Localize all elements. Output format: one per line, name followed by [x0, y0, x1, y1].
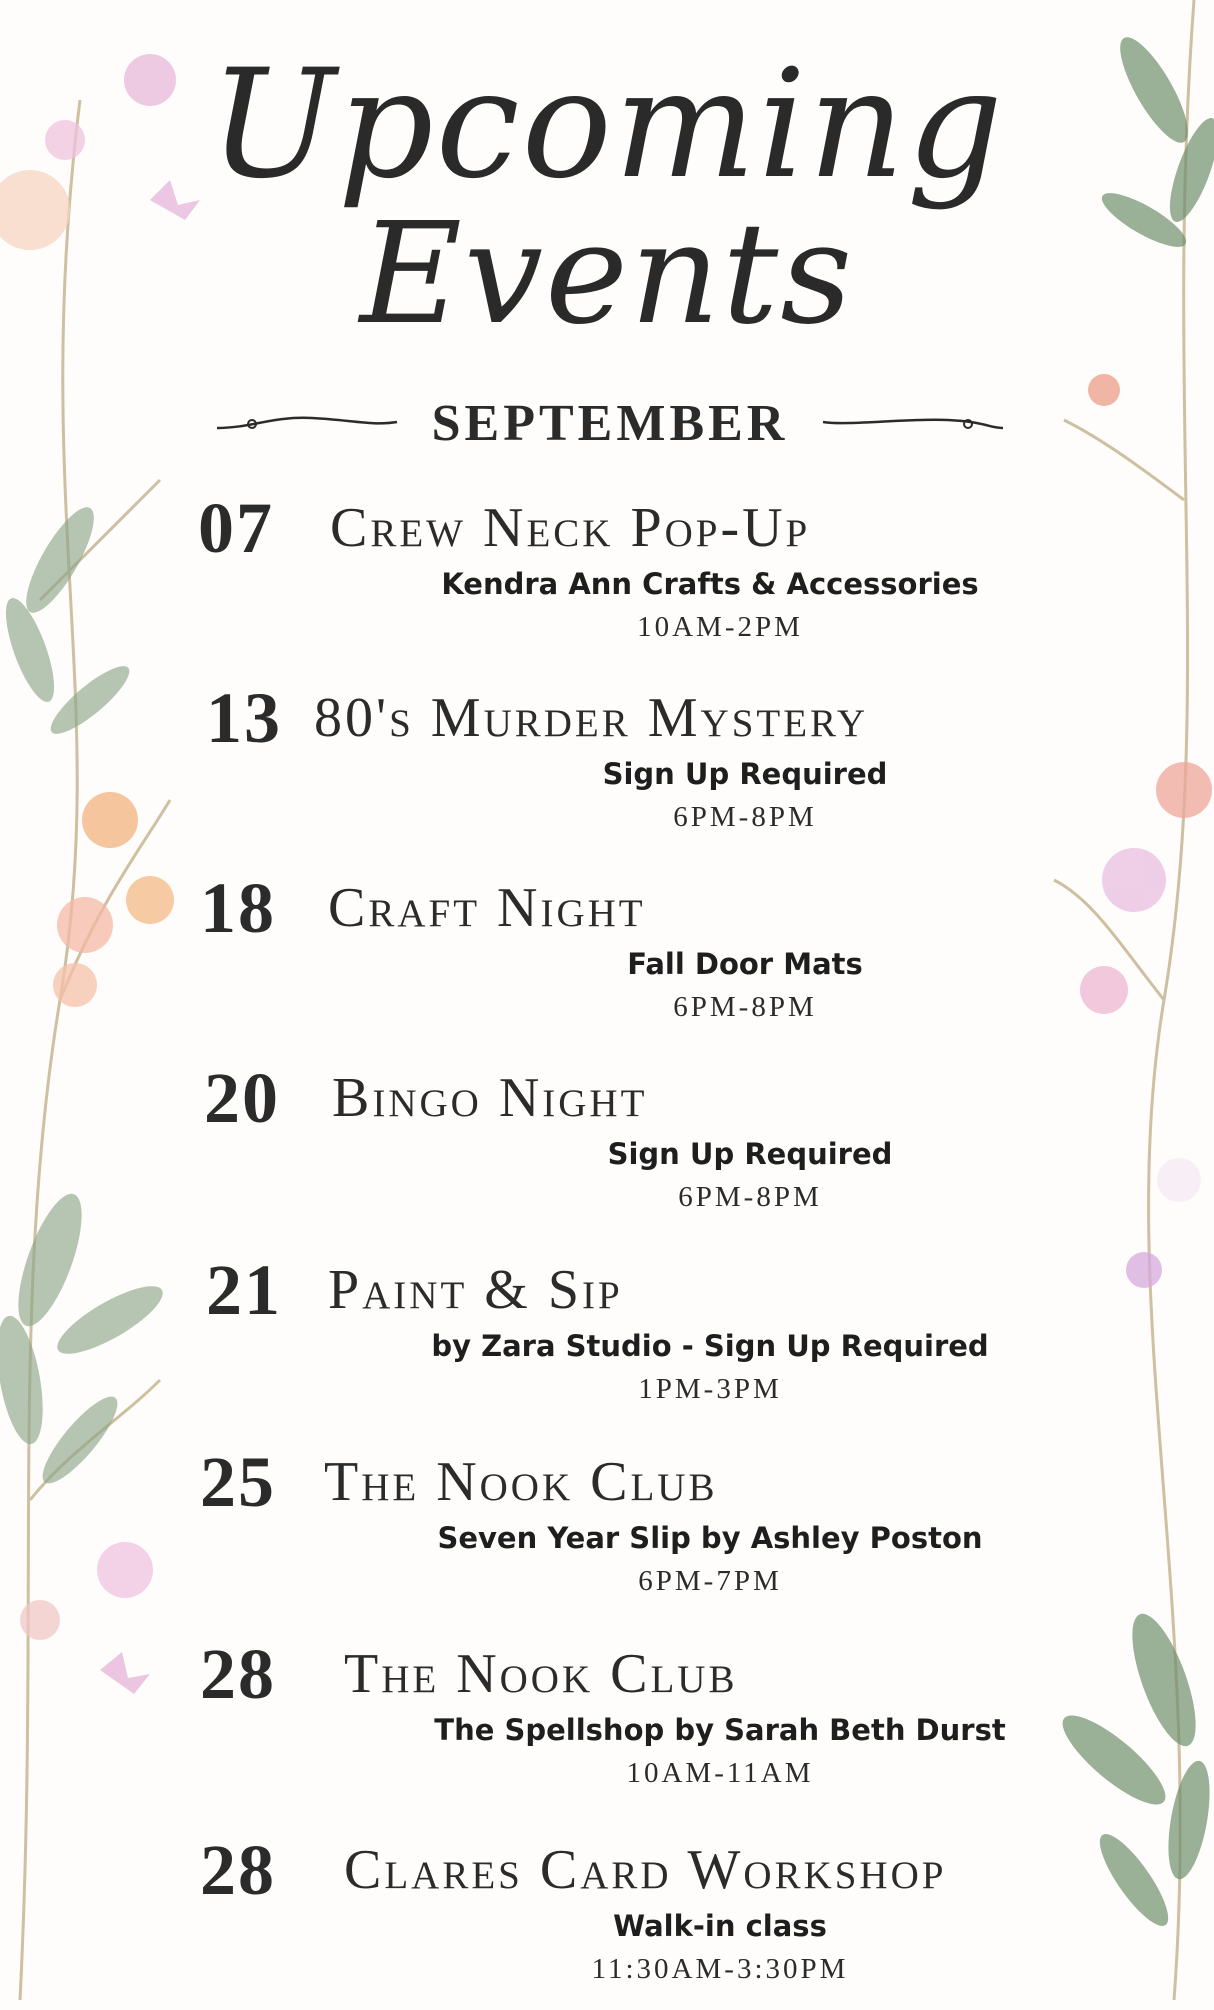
- event-subtitle: Fall Door Mats: [627, 947, 863, 981]
- event-name: Paint & Sip: [328, 1259, 623, 1321]
- month-header: [210, 388, 1010, 458]
- event-time: 11:30AM-3:30PM: [591, 1953, 849, 1985]
- event-name: The Nook Club: [324, 1451, 718, 1513]
- event-date: 20: [204, 1058, 280, 1138]
- event-time: 1PM-3PM: [638, 1373, 782, 1405]
- event-time: 10AM-2PM: [637, 611, 803, 643]
- event-time: 10AM-11AM: [626, 1757, 814, 1789]
- event-item: [190, 1634, 1070, 1814]
- event-name: The Nook Club: [344, 1643, 738, 1705]
- event-subtitle: Sign Up Required: [607, 1137, 893, 1171]
- event-item: [190, 678, 1070, 858]
- event-item: [190, 488, 1070, 668]
- ornament-swirl-left-icon: [212, 408, 402, 438]
- ornament-swirl-right-icon: [818, 408, 1008, 438]
- event-subtitle: Kendra Ann Crafts & Accessories: [441, 567, 979, 601]
- event-date: 13: [206, 678, 282, 758]
- event-subtitle: The Spellshop by Sarah Beth Durst: [434, 1713, 1006, 1747]
- event-time: 6PM-8PM: [673, 991, 817, 1023]
- title-upcoming: Upcoming: [209, 38, 1005, 212]
- event-item: [190, 868, 1070, 1048]
- event-date: 25: [200, 1442, 276, 1522]
- event-subtitle: Walk-in class: [613, 1909, 827, 1943]
- event-time: 6PM-7PM: [638, 1565, 782, 1597]
- event-name: Clares Card Workshop: [344, 1839, 947, 1901]
- event-date: 18: [200, 868, 276, 948]
- event-item: [190, 1058, 1070, 1238]
- event-item: [190, 1442, 1070, 1622]
- title-events: Events: [359, 193, 855, 356]
- event-time: 6PM-8PM: [673, 801, 817, 833]
- event-name: Crew Neck Pop-Up: [330, 497, 811, 559]
- event-name: Bingo Night: [332, 1067, 648, 1129]
- event-subtitle: Sign Up Required: [602, 757, 888, 791]
- event-name: 80's Murder Mystery: [314, 687, 869, 749]
- month-label: SEPTEMBER: [431, 394, 789, 452]
- event-item: [190, 1250, 1070, 1430]
- event-subtitle: Seven Year Slip by Ashley Poston: [437, 1521, 983, 1555]
- event-date: 21: [206, 1250, 282, 1330]
- event-name: Craft Night: [328, 877, 646, 939]
- event-subtitle: by Zara Studio - Sign Up Required: [431, 1329, 989, 1363]
- event-date: 07: [198, 488, 274, 568]
- event-item: [190, 1830, 1070, 2010]
- event-time: 6PM-8PM: [678, 1181, 822, 1213]
- event-date: 28: [200, 1634, 276, 1714]
- event-date: 28: [200, 1830, 276, 1910]
